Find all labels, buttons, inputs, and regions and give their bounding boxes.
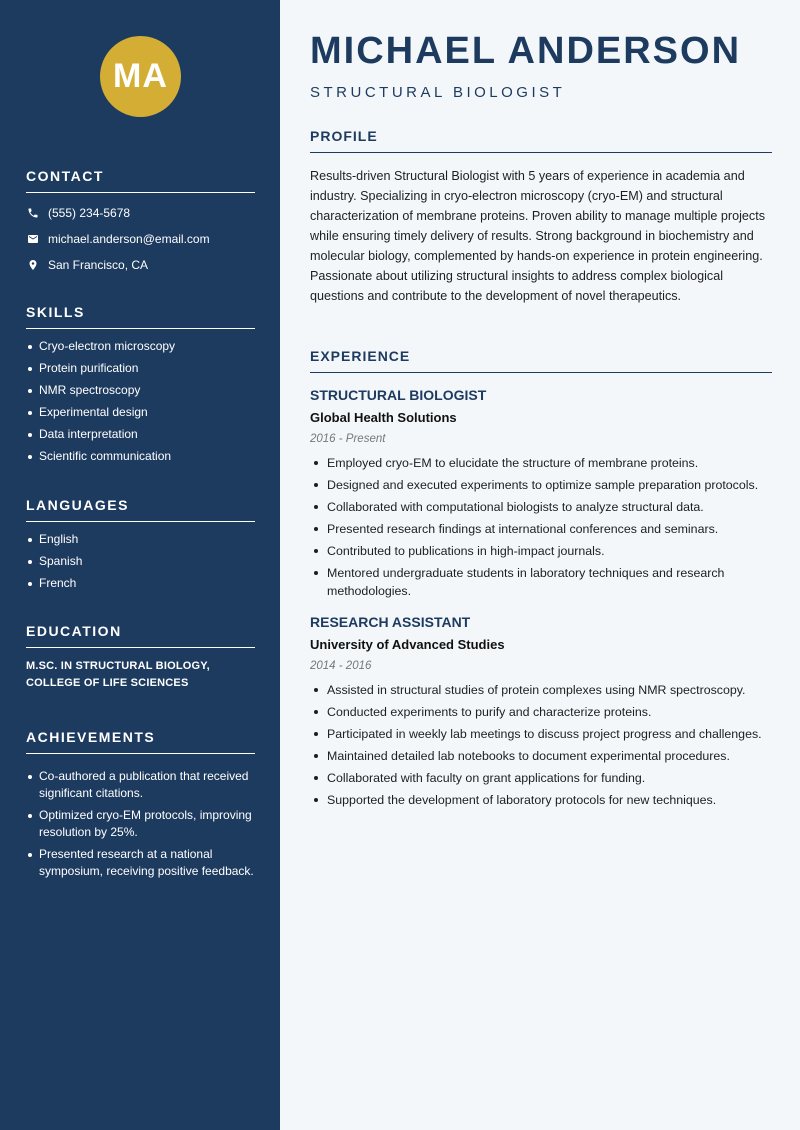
achievement-item: Co-authored a publication that received significant citations. xyxy=(26,768,255,802)
profile-section xyxy=(310,128,772,306)
language-item: English xyxy=(26,531,255,548)
contact-title: CONTACT xyxy=(26,168,255,193)
skill-item: Cryo-electron microscopy xyxy=(26,338,255,355)
skills-section xyxy=(26,304,255,470)
contact-email-text[interactable]: michael.anderson@email.com xyxy=(48,232,210,246)
contact-location xyxy=(26,258,255,272)
job-bullet: Employed cryo-EM to elucidate the structure of membrane proteins. xyxy=(310,454,772,472)
languages-section xyxy=(26,497,255,597)
contact-phone xyxy=(26,206,255,220)
job-title: STRUCTURAL BIOLOGIST xyxy=(310,387,487,403)
experience-section xyxy=(310,348,772,813)
job-bullets xyxy=(310,681,772,809)
skill-item: Experimental design xyxy=(26,404,255,421)
experience-title: EXPERIENCE xyxy=(310,348,772,373)
job-bullet: Mentored undergraduate students in laboratory techniques and research methodologies. xyxy=(310,564,772,600)
location-pin-icon xyxy=(26,259,39,272)
job-dates: 2014 - 2016 xyxy=(310,660,372,672)
education-title: EDUCATION xyxy=(26,623,255,648)
candidate-name: MICHAEL ANDERSON xyxy=(310,30,742,72)
job-bullet: Participated in weekly lab meetings to discuss project progress and challenges. xyxy=(310,725,772,743)
language-item: Spanish xyxy=(26,553,255,570)
job-bullet: Collaborated with computational biologists to analyze structural data. xyxy=(310,498,772,516)
languages-title: LANGUAGES xyxy=(26,497,255,522)
candidate-role: STRUCTURAL BIOLOGIST xyxy=(310,84,566,101)
skill-item: Scientific communication xyxy=(26,448,255,465)
achievement-item: Presented research at a national symposium, receiving positive feedback. xyxy=(26,846,255,880)
education-line-1: M.SC. IN STRUCTURAL BIOLOGY, xyxy=(26,660,210,672)
job-organization: Global Health Solutions xyxy=(310,410,457,425)
contact-email xyxy=(26,232,255,246)
profile-title: PROFILE xyxy=(310,128,772,153)
skills-list xyxy=(26,338,255,465)
achievements-list xyxy=(26,768,255,880)
phone-icon xyxy=(26,207,39,220)
skill-item: Protein purification xyxy=(26,360,255,377)
education-degree xyxy=(26,658,255,692)
job-bullet: Supported the development of laboratory protocols for new techniques. xyxy=(310,791,772,809)
job-title: RESEARCH ASSISTANT xyxy=(310,614,471,630)
contact-location-text: San Francisco, CA xyxy=(48,258,149,272)
skill-item: NMR spectroscopy xyxy=(26,382,255,399)
job-entry xyxy=(310,387,772,600)
job-organization: University of Advanced Studies xyxy=(310,637,505,652)
job-bullet: Presented research findings at international conferences and seminars. xyxy=(310,520,772,538)
achievement-item: Optimized cryo-EM protocols, improving resolution by 25%. xyxy=(26,807,255,841)
job-bullet: Conducted experiments to purify and characterize proteins. xyxy=(310,703,772,721)
job-bullet: Designed and executed experiments to optimize sample preparation protocols. xyxy=(310,476,772,494)
sidebar xyxy=(0,0,280,1130)
job-bullet: Contributed to publications in high-impact journals. xyxy=(310,542,772,560)
achievements-section xyxy=(26,729,255,885)
education-section xyxy=(26,623,255,692)
education-line-2: COLLEGE OF LIFE SCIENCES xyxy=(26,677,189,689)
achievements-title: ACHIEVEMENTS xyxy=(26,729,255,754)
job-bullet: Collaborated with faculty on grant applications for funding. xyxy=(310,769,772,787)
contact-phone-text: (555) 234-5678 xyxy=(48,206,131,220)
skills-title: SKILLS xyxy=(26,304,255,329)
language-item: French xyxy=(26,575,255,592)
job-bullet: Maintained detailed lab notebooks to document experimental procedures. xyxy=(310,747,772,765)
profile-text: Results-driven Structural Biologist with 5 years of experience in academia and industry. Specializing in cryo-electron microscopy (cryo-EM) and structural characterization of membrane proteins. Proven ability to manage multiple projects while ensuring timely delivery of results. Strong background in biochemistry and molecular biology, complemented by hands-on experience in protein engineering. Passionate about utilizing structural insights to address complex biological questions and contribute to the development of novel therapeutics. xyxy=(310,169,765,303)
languages-list xyxy=(26,531,255,592)
contact-section xyxy=(26,168,255,272)
job-bullets xyxy=(310,454,772,600)
job-dates: 2016 - Present xyxy=(310,433,386,445)
job-entry xyxy=(310,614,772,809)
avatar: MA xyxy=(100,36,181,117)
mail-icon xyxy=(26,233,39,246)
job-bullet: Assisted in structural studies of protein complexes using NMR spectroscopy. xyxy=(310,681,772,699)
skill-item: Data interpretation xyxy=(26,426,255,443)
